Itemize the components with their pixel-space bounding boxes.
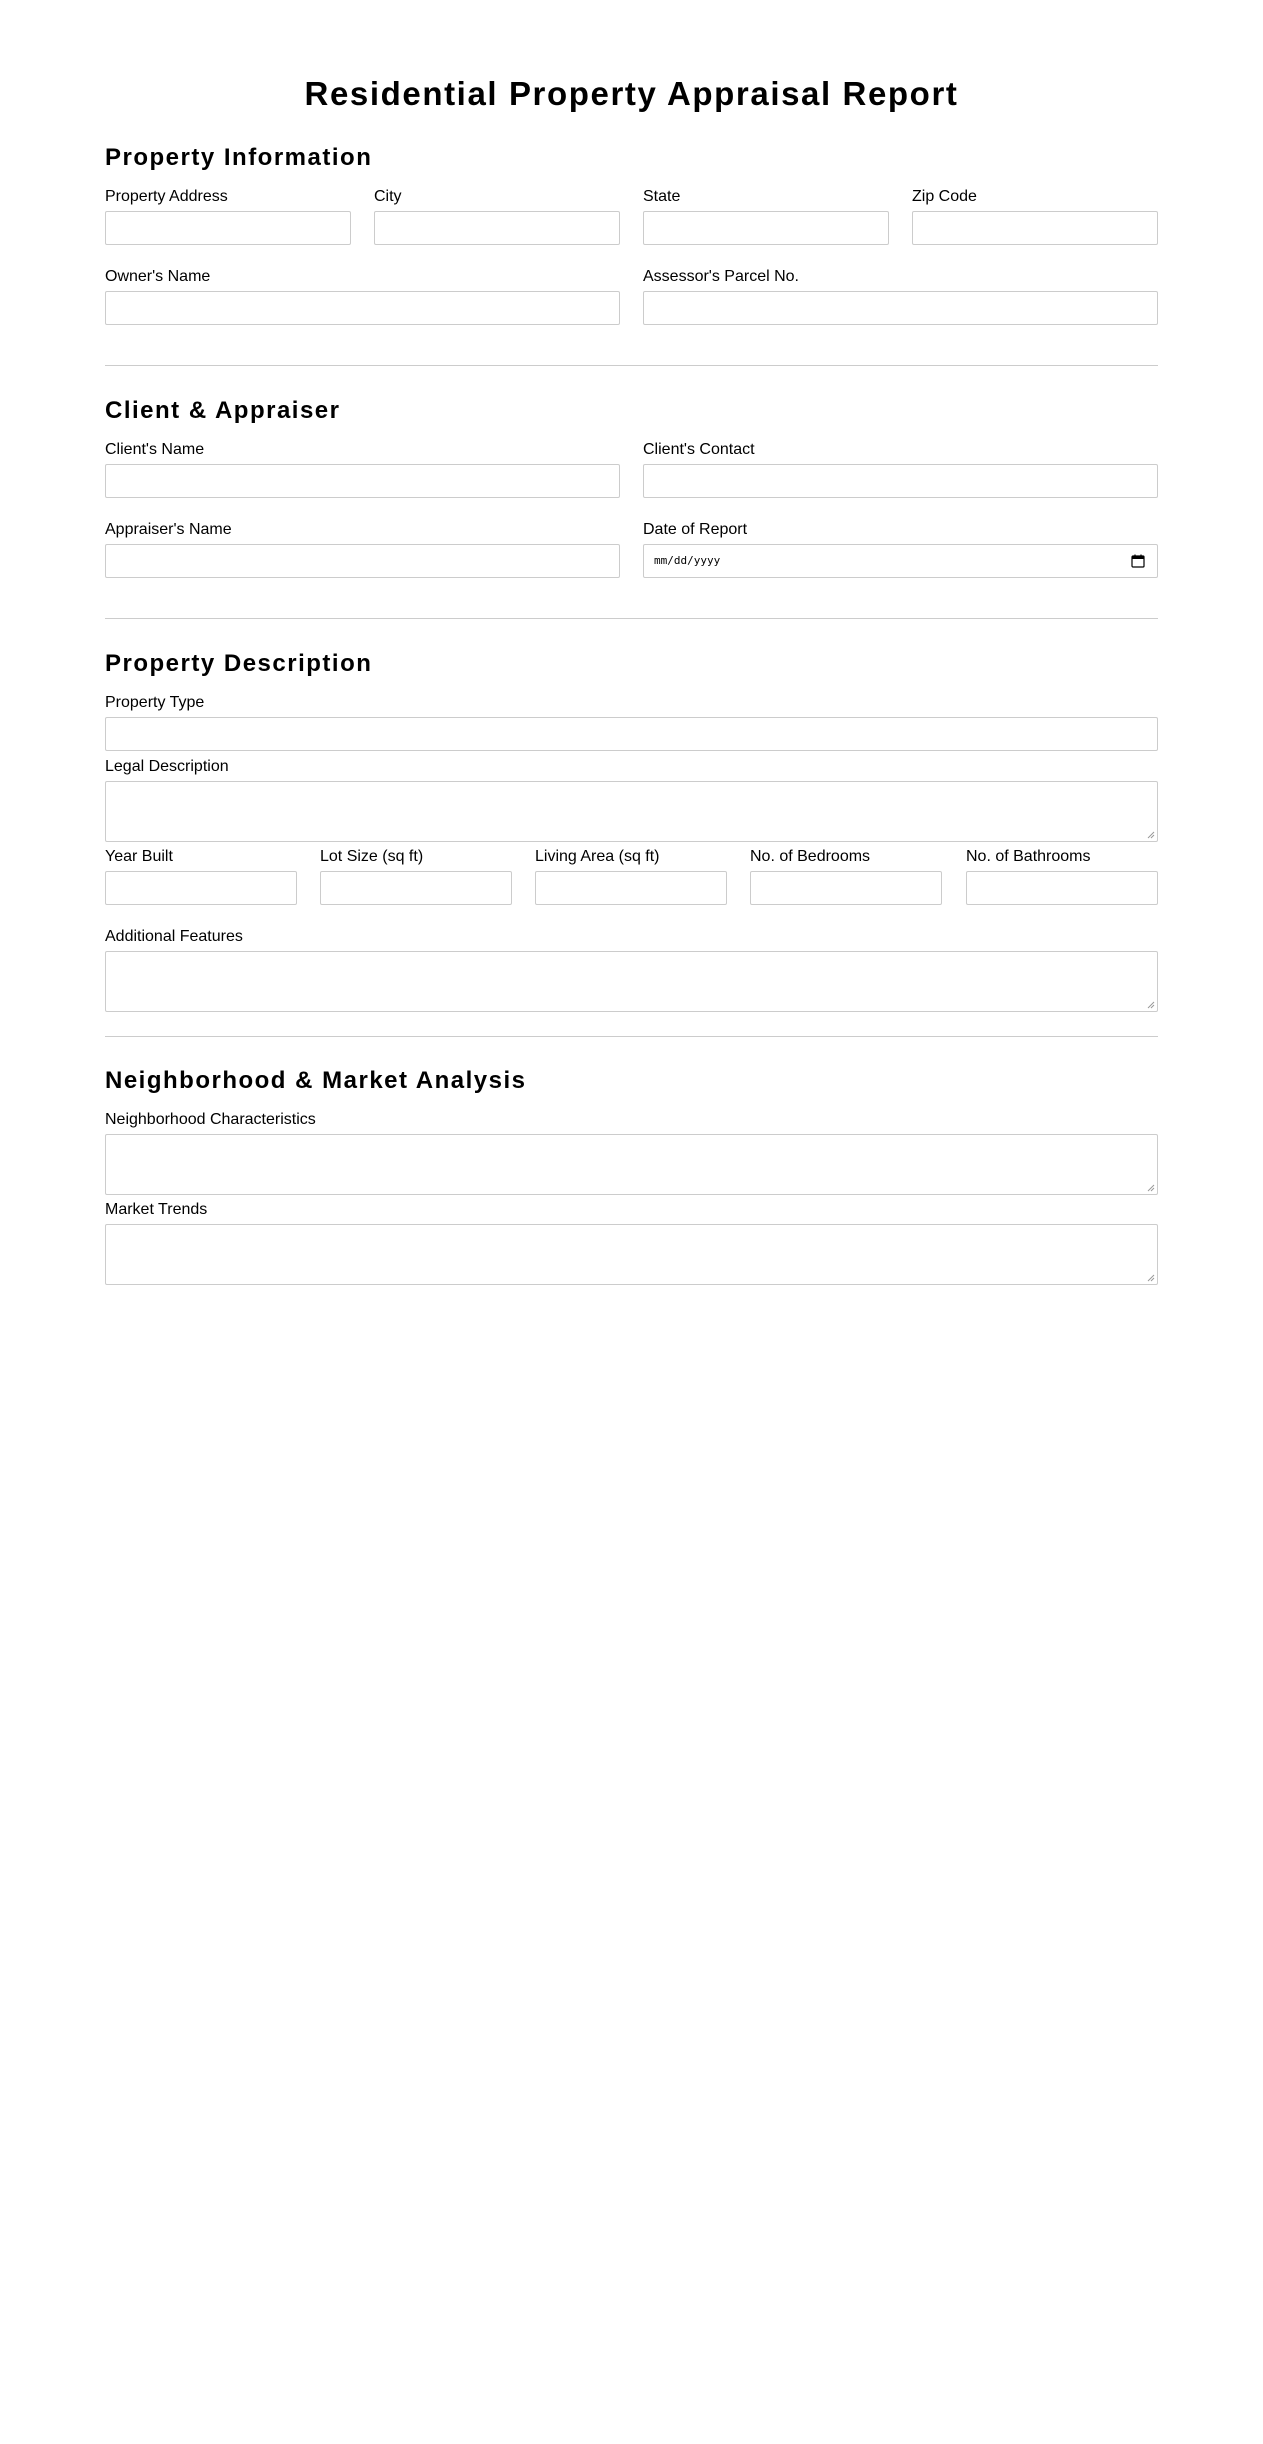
section-divider xyxy=(105,1036,1158,1037)
clients-contact-label: Client's Contact xyxy=(643,441,755,458)
neighborhood-characteristics-label: Neighborhood Characteristics xyxy=(105,1111,316,1128)
resize-grip-icon[interactable] xyxy=(1147,831,1155,839)
date-of-report-input[interactable] xyxy=(643,544,1158,578)
owners-name-input[interactable] xyxy=(105,291,620,325)
section-title-property-information: Property Information xyxy=(105,144,373,171)
resize-grip-icon[interactable] xyxy=(1147,1001,1155,1009)
section-divider xyxy=(105,365,1158,366)
neighborhood-characteristics-textarea[interactable] xyxy=(105,1134,1158,1195)
living-area-label: Living Area (sq ft) xyxy=(535,848,660,865)
parcel-no-input[interactable] xyxy=(643,291,1158,325)
living-area-input[interactable] xyxy=(535,871,727,905)
state-input[interactable] xyxy=(643,211,889,245)
calendar-icon[interactable] xyxy=(1131,554,1145,568)
lot-size-input[interactable] xyxy=(320,871,512,905)
zip-code-input[interactable] xyxy=(912,211,1158,245)
city-input[interactable] xyxy=(374,211,620,245)
legal-description-textarea[interactable] xyxy=(105,781,1158,842)
clients-name-input[interactable] xyxy=(105,464,620,498)
section-divider xyxy=(105,618,1158,619)
property-type-input[interactable] xyxy=(105,717,1158,751)
resize-grip-icon[interactable] xyxy=(1147,1274,1155,1282)
clients-name-label: Client's Name xyxy=(105,441,205,458)
section-title-client-appraiser: Client & Appraiser xyxy=(105,397,341,424)
additional-features-textarea[interactable] xyxy=(105,951,1158,1012)
lot-size-label: Lot Size (sq ft) xyxy=(320,848,424,865)
bedrooms-input[interactable] xyxy=(750,871,942,905)
property-type-label: Property Type xyxy=(105,694,205,711)
appraisers-name-label: Appraiser's Name xyxy=(105,521,232,538)
zip-code-label: Zip Code xyxy=(912,188,977,205)
section-title-neighborhood-market: Neighborhood & Market Analysis xyxy=(105,1067,527,1094)
date-of-report-label: Date of Report xyxy=(643,521,748,538)
market-trends-label: Market Trends xyxy=(105,1201,208,1218)
bathrooms-input[interactable] xyxy=(966,871,1158,905)
city-label: City xyxy=(374,188,402,205)
appraisers-name-input[interactable] xyxy=(105,544,620,578)
property-address-input[interactable] xyxy=(105,211,351,245)
page-title: Residential Property Appraisal Report xyxy=(304,75,959,112)
year-built-input[interactable] xyxy=(105,871,297,905)
market-trends-textarea[interactable] xyxy=(105,1224,1158,1285)
year-built-label: Year Built xyxy=(105,848,173,865)
parcel-no-label: Assessor's Parcel No. xyxy=(643,268,799,285)
state-label: State xyxy=(643,188,681,205)
bedrooms-label: No. of Bedrooms xyxy=(750,848,871,865)
section-title-property-description: Property Description xyxy=(105,650,373,677)
legal-description-label: Legal Description xyxy=(105,758,229,775)
bathrooms-label: No. of Bathrooms xyxy=(966,848,1091,865)
owners-name-label: Owner's Name xyxy=(105,268,211,285)
additional-features-label: Additional Features xyxy=(105,928,243,945)
clients-contact-input[interactable] xyxy=(643,464,1158,498)
property-address-label: Property Address xyxy=(105,188,228,205)
date-placeholder: mm/dd/yyyy xyxy=(654,554,721,567)
resize-grip-icon[interactable] xyxy=(1147,1184,1155,1192)
